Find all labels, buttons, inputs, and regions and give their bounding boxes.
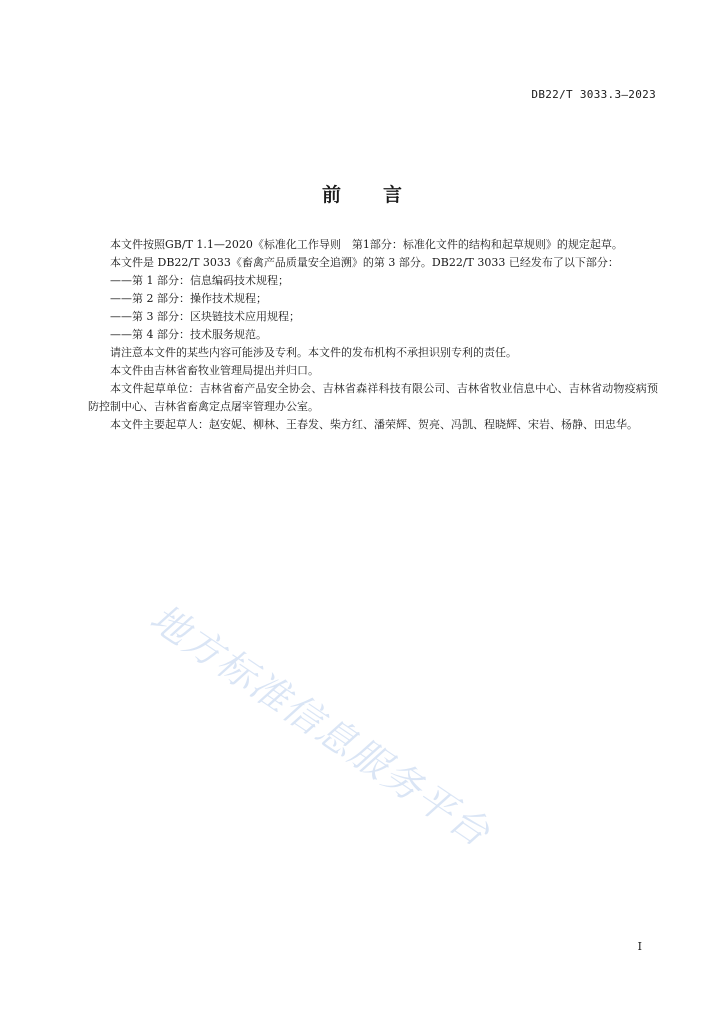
paragraph-patent-notice: 请注意本文件的某些内容可能涉及专利。本文件的发布机构不承担识别专利的责任。 <box>110 346 517 359</box>
foreword-body <box>88 236 658 434</box>
watermark: 地方标准信息服务平台 <box>142 595 499 856</box>
standard-code: DB22/T 3033.3—2023 <box>531 88 656 101</box>
list-item-part-2: ——第 2 部分：操作技术规程； <box>110 292 267 305</box>
paragraph-proposer: 本文件由吉林省畜牧业管理局提出并归口。 <box>110 364 319 377</box>
paragraph-series-intro: 本文件是 DB22/T 3033《畜禽产品质量安全追溯》的第 3 部分。DB22/T 3033 已经发布了以下部分： <box>110 256 619 269</box>
paragraph-drafters: 本文件主要起草人：赵安妮、柳林、王春发、柴方红、潘荣辉、贺亮、冯凯、程晓辉、宋岩、杨静、田忠华。 <box>110 418 638 431</box>
paragraph-drafting-basis: 本文件按照GB/T 1.1—2020《标准化工作导则 第1部分：标准化文件的结构和起草规则》的规定起草。 <box>110 238 623 251</box>
page-number: I <box>637 940 642 953</box>
paragraph-drafting-units: 本文件起草单位：吉林省畜产品安全协会、吉林省森祥科技有限公司、吉林省牧业信息中心、吉林省动物疫病预防控制中心、吉林省畜禽定点屠宰管理办公室。 <box>88 382 658 413</box>
list-item-part-4: ——第 4 部分：技术服务规范。 <box>110 328 267 341</box>
list-item-part-1: ——第 1 部分：信息编码技术规程； <box>110 274 289 287</box>
page-title: 前言 <box>321 184 444 206</box>
list-item-part-3: ——第 3 部分：区块链技术应用规程； <box>110 310 300 323</box>
